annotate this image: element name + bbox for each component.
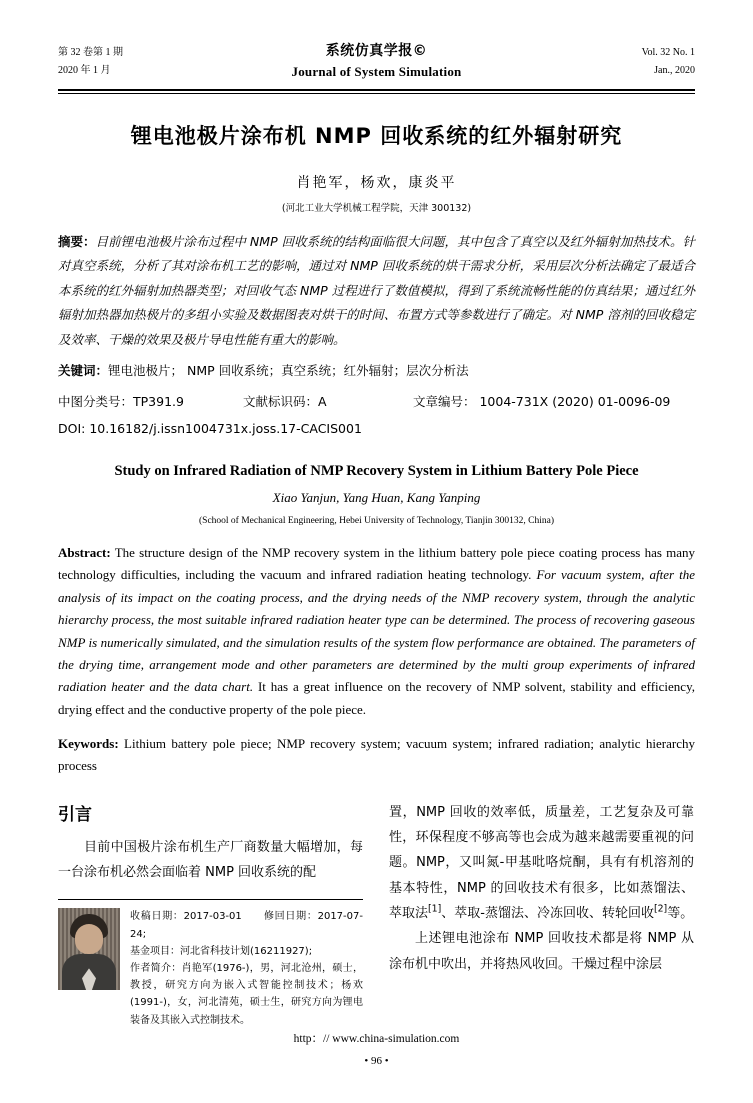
abstract-en (58, 542, 695, 721)
column-left (58, 800, 363, 1029)
abstract-label-en: Abstract: (58, 545, 111, 561)
article-authors-en: Xiao Yanjun, Yang Huan, Kang Yanping (272, 490, 481, 506)
keywords-text-cn: 锂电池极片； NMP 回收系统；真空系统；红外辐射；层次分析法 (108, 362, 469, 378)
document-code: 文献标识码：A (243, 393, 327, 409)
page-header (58, 40, 695, 84)
volume-issue-block (58, 40, 188, 79)
author-portrait (58, 908, 120, 990)
page-content (58, 40, 695, 1029)
page-number: • 96 • (364, 1055, 389, 1067)
abstract-text-en-part2: It has a great influence on the recovery of NMP solvent, stability and efficiency, drying effect and the conductive property of the pole piece. (58, 679, 695, 717)
abstract-text-en-italic: For vacuum system, after the analysis of its impact on the coating process, and the drying needs of the NMP recovery system, through the analytic hierarchy process, the most suitable infrared radiation heater type can be determined. The process of recovering gaseous NMP is numerically simulated, and the simulation results of the system flow performance are obtained. The parameters of the drying time, arrangement mode and other parameters are determined by the multi group experiments of infrared radiation heater and the data chart. (58, 567, 695, 695)
intro-paragraph-1: 目前中国极片涂布机生产厂商数量大幅增加，每一台涂布机必然会面临着 NMP 回收系统的配 (58, 839, 363, 881)
doi-text: DOI: 10.16182/j.issn1004731x.joss.17-CACIS001 (58, 421, 362, 437)
footnote-funding: 基金项目：河北省科技计划(16211927); (130, 945, 313, 957)
journal-url[interactable]: http：// www.china-simulation.com (293, 1033, 460, 1045)
abstract-text-en-part1: The structure design of the NMP recovery system in the lithium battery pole piece coating process has many technology difficulties, including the vacuum and infrared radiation heating technology. (58, 545, 695, 583)
article-title-en: Study on Infrared Radiation of NMP Recovery System in Lithium Battery Pole Piece (114, 463, 639, 480)
issue-date-cn: 2020 年 1 月 (58, 64, 111, 76)
journal-title-en: Journal of System Simulation (291, 64, 462, 79)
article-authors-cn: 肖艳军，杨欢，康炎平 (296, 175, 457, 191)
footnote-received-date: 收稿日期：2017-03-01 修回日期：2017-07-24; (130, 911, 363, 940)
intro-paragraph-3: 上述锂电池涂布 NMP 回收技术都是将 NMP 从涂布机中吹出，并将热风收回。干燥过程中涂层 (389, 931, 694, 972)
body-columns (58, 800, 695, 1029)
keywords-label-en: Keywords: (58, 736, 119, 751)
keywords-cn (58, 359, 695, 383)
abstract-cn (58, 230, 695, 352)
volume-issue-en: Vol. 32 No. 1 (641, 47, 695, 58)
volume-issue-en-block (565, 40, 695, 79)
section-heading-introduction: 引言 (58, 804, 92, 825)
clc-number: 中图分类号：TP391.9 (58, 393, 184, 409)
keywords-label-cn: 关键词： (58, 362, 109, 378)
footnote-text (130, 908, 363, 1028)
header-divider (58, 89, 695, 94)
abstract-text-cn: 目前锂电池极片涂布过程中 NMP 回收系统的结构面临很大问题，其中包含了真空以及红外辐射加热技术。针对真空系统，分析了其对涂布机工艺的影响，通过对 NMP 回收系统的烘干需求分析，采用层次分析法确定了最适合本系统的红外辐射加热器类型；对回收气态 NMP 过程进行了数值模拟，得到了系统流畅性能的仿真结果；通过红外辐射加热器加热极片的多组小实验及数据图表对烘干的时间、布置方式等参数进行了确定。对 NMP 溶剂的回收稳定及效率、干燥的效果及极片导电性能有重大的影响。 (58, 234, 695, 347)
portrait-face (75, 924, 103, 954)
article-affiliation-en: (School of Mechanical Engineering, Hebei University of Technology, Tianjin 300132, China) (199, 516, 554, 527)
intro-paragraph-2: 置，NMP 回收的效率低，质量差，工艺复杂及可靠性，环保程度不够高等也会成为越来越需要重视的问题。NMP，又叫氮-甲基吡咯烷酮，具有有机溶剂的基本特性，NMP 的回收技术有很多，比如蒸馏法、萃取法[1]、萃取-蒸馏法、冷冻回收、转轮回收[2]等。 (389, 804, 694, 922)
classification-row (58, 390, 695, 414)
issue-date-en: Jan., 2020 (654, 64, 695, 76)
journal-title-block (188, 40, 565, 80)
article-title-cn: 锂电池极片涂布机 NMP 回收系统的红外辐射研究 (130, 124, 623, 148)
keywords-text-en: Lithium battery pole piece; NMP recovery system; vacuum system; infrared radiation; analytic hierarchy process (58, 736, 695, 774)
column-right (389, 800, 694, 1029)
abstract-label-cn: 摘要： (58, 234, 96, 249)
article-number: 文章编号： 1004-731X (2020) 01-0096-09 (413, 393, 671, 409)
footnote-author-bio: 作者简介：肖艳军(1976-)，男，河北沧州，硕士，教授，研究方向为嵌入式智能控制技术；杨欢(1991-)，女，河北清苑，硕士生，研究方向为锂电装备及其嵌入式控制技术。 (130, 962, 363, 1026)
page-footer (0, 1030, 753, 1067)
footnote-block (58, 899, 363, 1028)
article-affiliation-cn: (河北工业大学机械工程学院，天津 300132) (281, 203, 472, 214)
volume-issue-cn: 第 32 卷第 1 期 (58, 47, 123, 58)
journal-title-cn: 系统仿真学报© (325, 43, 428, 59)
keywords-en (58, 733, 695, 778)
